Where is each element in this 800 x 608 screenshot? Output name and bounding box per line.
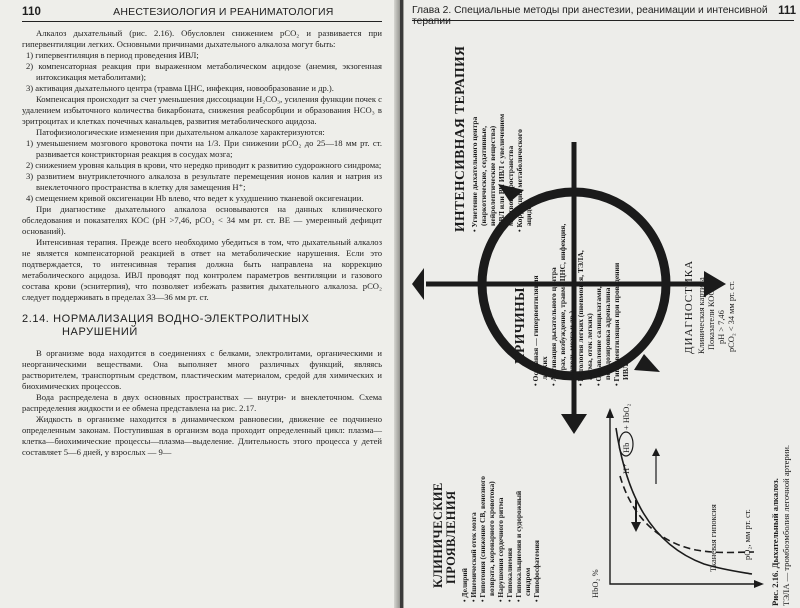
causes-item: опухоль мозга и др.): [567, 310, 576, 380]
paragraph: Патофизиологические изменения при дыхательном алкалозе характеризуются:: [36, 127, 325, 137]
therapy-item: • Угнетение дыхательного центра: [470, 116, 479, 232]
paragraph: Компенсация происходит за счет уменьшения диссоциации H₂CO₃, усиления функции почек с удалением избыточного количества бикарбоната, снижения реабсорбции и образования HCO₃ в эритроцитах и клетках почечных канальцев, развития метаболического ацидоза.: [22, 94, 382, 126]
paragraph: При диагностике дыхательного алкалоза основываются на данных клинического обследования и показателях КОС (pH >7,46, pCO₂ < 34 мм рт. ст. BE — умеренный дефицит оснований).: [22, 204, 382, 236]
diagnostics-block: [683, 260, 736, 354]
list-item: 1) гипервентиляция в период проведения ИВЛ;: [26, 50, 199, 60]
curve-shifted: [620, 476, 754, 553]
section-heading: [22, 313, 382, 339]
diagnostics-item: Клиническая картина: [697, 277, 706, 354]
diagnostics-item: pH > 7,46: [717, 310, 726, 344]
causes-item: • Активация дыхательного центра: [549, 267, 558, 386]
section-number: 2.14.: [22, 313, 50, 325]
causes-title: ПРИЧИНЫ: [512, 287, 527, 364]
causes-item: астма, отек легких): [585, 313, 594, 380]
right-running-head: Глава 2. Специальные методы при анестезии, реанимации и интенсивной терапии: [412, 5, 768, 27]
shift-arrow-head: [652, 448, 660, 456]
therapy-block: [452, 46, 533, 232]
paragraph: Интенсивная терапия. Прежде всего необходимо убедиться в том, что дыхательный алкалоз не является компенсаторной реакцией в ответ на метаболические нарушения. Если это подтверждается, то интенсивная терапия должна быть направлена на коррекцию метаболического ацидоза. ИВЛ проводят под контролем параметров вентиляции и газового состава крови (эснитерпия), что позволяет избежать развития дыхательного алкалоза. pCO₂ следует поддерживать в пределах 33—36 мм рт. ст.: [22, 237, 382, 302]
causes-item: • Патология легких (пневмония, ТЭЛА,: [576, 250, 585, 386]
left-header-rule: [22, 21, 382, 22]
left-body-text: [22, 28, 382, 458]
therapy-item: ацидоза: [524, 198, 533, 226]
left-page-number: 110: [22, 6, 42, 18]
figure-caption: [770, 445, 791, 606]
list-item: 1) уменьшением мозгового кровотока почти на 1/3. При снижении pCO₂ до 25—18 мм рт. ст. развивается констрикторная реакция в сосудах мозга;: [26, 138, 382, 159]
clinical-title-line2: ПРОЯВЛЕНИЯ: [444, 490, 458, 584]
graph-axes: [610, 416, 756, 584]
clinical-item: • Делирий: [460, 568, 469, 602]
causes-item: легких: [540, 356, 549, 380]
causes-item: ИВЛ: [621, 363, 630, 380]
therapy-item: мертвого пространства: [506, 145, 515, 226]
diagnostics-item: Показатели КОС:: [707, 287, 716, 350]
clinical-title-line1: КЛИНИЧЕСКИЕ: [431, 482, 445, 588]
arrow-left-head: [412, 268, 424, 300]
right-header-rule: [412, 20, 794, 21]
shift-arrow-head: [631, 522, 641, 532]
clinical-item: • Ишемический отек мозга: [469, 512, 478, 602]
clinical-block: [431, 476, 541, 602]
book-spine: [400, 0, 403, 608]
graph-xlabel: pO₂, мм рт. ст.: [742, 509, 752, 560]
left-running-header: [22, 6, 382, 18]
therapy-item: нейролептические вещества): [488, 125, 497, 226]
formula-hbo2: + HbO₂: [621, 403, 631, 430]
clinical-item: • Гипофосфатемия: [532, 540, 541, 602]
dissociation-graph: [590, 404, 764, 598]
list-item: 2) снижением уровня кальция в крови, что нередко приводит к развитию судорожного синдрома;: [26, 160, 382, 170]
section-title-line2: НАРУШЕНИЙ: [62, 326, 138, 338]
right-page: [404, 0, 800, 608]
formula-hplus: H⁺: [621, 463, 631, 474]
clinical-item: • Гипокальциемия и судорожный: [514, 490, 523, 602]
clinical-item: • Гипокалиемия: [505, 548, 514, 602]
therapy-item: • Коррекция метаболического: [515, 129, 524, 232]
causes-item: • Гипервентиляция при проведении: [612, 262, 621, 386]
arrow-down-head: [561, 414, 587, 434]
diagnostics-title: ДИАГНОСТИКА: [683, 259, 695, 354]
list-item: 3) активация дыхательного центра (травма ЦНС, инфекция, новообразование и др.).: [26, 83, 334, 93]
right-page-number: 111: [778, 5, 796, 17]
therapy-item: • ИВЛ или ВЧ ИВЛ с увеличением: [497, 113, 506, 232]
caption-line1: Рис. 2.16. Дыхательный алкалоз.: [770, 478, 780, 606]
graph-axis-arrow: [606, 408, 614, 418]
graph-axis-arrow: [754, 580, 764, 588]
paragraph: В организме вода находится в соединениях с белками, электролитами, органическими и неорганическими веществами. Она выполняет много различных функций, являясь растворителем, транспортным средством, пластическим материалом, средой для химических и биохимических процессов.: [22, 348, 382, 391]
causes-item: • Отравление салицилатами,: [594, 286, 603, 386]
alkalosis-diagram: [404, 24, 800, 608]
list-item: 2) компенсаторная реакция при выраженном метаболическом ацидозе (анемия, экзогенная интоксикация метаболитами);: [26, 61, 382, 82]
section-title-line1: НОРМАЛИЗАЦИЯ ВОДНО-ЭЛЕКТРОЛИТНЫХ: [53, 313, 310, 325]
cycle-arrow-head: [634, 354, 660, 372]
diagnostics-item: pCO₂ < 34 мм рт. ст.: [727, 281, 736, 352]
clinical-item: • Нарушения сердечного ритма: [496, 497, 505, 602]
paragraph: Жидкость в организме находится в динамическом равновесии, движение ее подчинено определенным законам. Поступившая в организм вода проходит определенный цикл: плазма—клетка—биохимические процессы—плазма—выделение. Длительность этого процесса у детей составляет 5—6 дней, у взрослых — 9—: [22, 414, 382, 457]
clinical-item: синдром: [523, 567, 532, 596]
paragraph: Алкалоз дыхательный (рис. 2.16). Обусловлен снижением pCO₂ и развивается при гипервентиляции легких. Основными причинами дыхательного алкалоза могут быть:: [22, 28, 382, 49]
clinical-item: • Гипотония (снижение СВ, венозного: [478, 476, 487, 602]
clinical-item: возврата, коронарного кровотока): [487, 481, 496, 596]
therapy-item: (наркотические, седативные,: [479, 126, 488, 226]
formula-hb: Hb: [621, 442, 631, 453]
graph-formula: [619, 404, 633, 474]
therapy-title: ИНТЕНСИВНАЯ ТЕРАПИЯ: [452, 45, 467, 232]
paragraph: Вода распределена в двух основных пространствах — внутри- и внеклеточном. Схема распределения жидкости и ее обмена представлена на рис. 2.17.: [22, 392, 382, 413]
causes-item: (страх, возбуждение, травма ЦНС, инфекция,: [558, 223, 567, 380]
causes-item: • Основная — гипервентиляция: [531, 275, 540, 386]
caption-line2: ТЭЛА — тромбоэмболия легочной артерии.: [781, 444, 791, 606]
list-item: 3) развитием внутриклеточного алкалоза в результате перемещения ионов калия и натрия из внеклеточного пространства в клетку для замещения H⁺;: [26, 171, 382, 192]
list-item: 4) смещением кривой оксигенации Hb влево, что ведет к ухудшению тканевой оксигенации.: [26, 193, 364, 203]
left-running-head: АНЕСТЕЗИОЛОГИЯ И РЕАНИМАТОЛОГИЯ: [113, 6, 334, 18]
graph-hypoxia-label: Тканевая гипоксия: [708, 504, 718, 572]
causes-item: передозировка адреналина: [603, 287, 612, 380]
graph-ylabel: HbO₂ %: [590, 569, 600, 598]
